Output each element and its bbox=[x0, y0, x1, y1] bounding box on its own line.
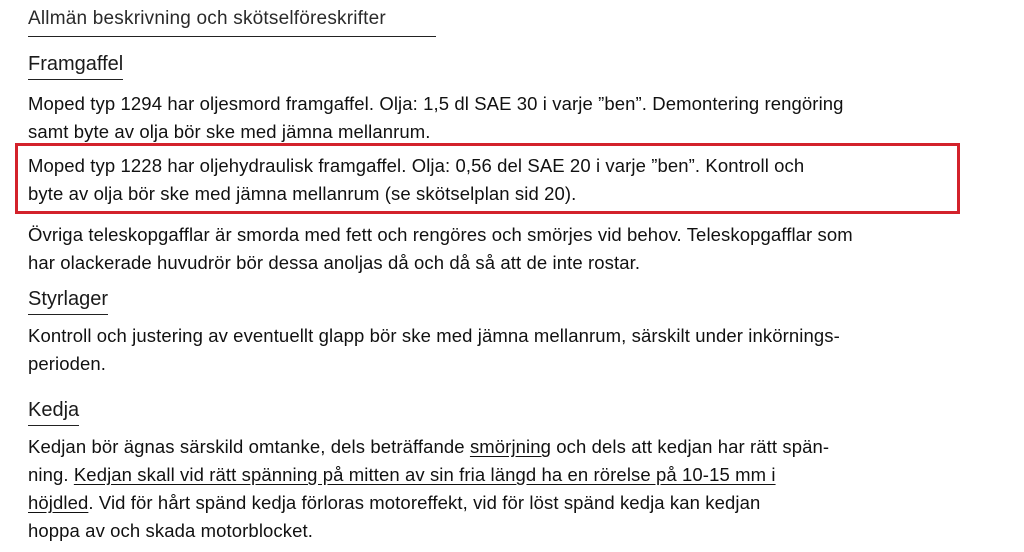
text-line: Övriga teleskopgafflar är smorda med fett och rengöres och smörjes vid behov. Teleskopgafflar som bbox=[28, 224, 853, 245]
text-line: byte av olja bör ske med jämna mellanrum (se skötselplan sid 20). bbox=[28, 183, 577, 204]
text-fragment: hoppa av och skada motorblocket. bbox=[28, 520, 313, 541]
paragraph-kedja bbox=[28, 433, 988, 545]
underlined-text: höjdled bbox=[28, 492, 89, 513]
underlined-text: smörjning bbox=[469, 436, 552, 457]
paragraph-teleskopgafflar bbox=[28, 221, 988, 277]
heading-kedja: Kedja bbox=[28, 399, 79, 426]
heading-styrlager: Styrlager bbox=[28, 288, 108, 315]
text-line: samt byte av olja bör ske med jämna mellanrum. bbox=[28, 121, 431, 142]
text-line: Moped typ 1228 har oljehydraulisk framgaffel. Olja: 0,56 del SAE 20 i varje ”ben”. Kontroll och bbox=[28, 155, 805, 176]
underlined-text: Kedjan skall vid rätt spänning på mitten av sin fria längd ha en rörelse på 10-15 mm i bbox=[73, 464, 776, 485]
text-fragment: ning. bbox=[28, 464, 74, 485]
text-line: Kontroll och justering av eventuellt glapp bör ske med jämna mellanrum, särskilt under inkörnings- bbox=[28, 325, 840, 346]
text-fragment: och dels att kedjan har rätt spän- bbox=[551, 436, 830, 457]
paragraph-framgaffel-1294 bbox=[28, 90, 988, 146]
text-line: har olackerade huvudrör bör dessa anoljas då och då så att de inte rostar. bbox=[28, 252, 641, 273]
heading-framgaffel: Framgaffel bbox=[28, 53, 123, 80]
text-line: perioden. bbox=[28, 353, 107, 374]
text-fragment: . Vid för hårt spänd kedja förloras motoreffekt, vid för löst spänd kedja kan kedjan bbox=[88, 492, 761, 513]
text-line: Moped typ 1294 har oljesmord framgaffel. Olja: 1,5 dl SAE 30 i varje ”ben”. Demontering rengöring bbox=[28, 93, 844, 114]
text-fragment: Kedjan bör ägnas särskild omtanke, dels beträffande bbox=[28, 436, 470, 457]
document-title: Allmän beskrivning och skötselföreskrifter bbox=[28, 8, 436, 37]
paragraph-framgaffel-1228 bbox=[28, 152, 988, 208]
paragraph-styrlager bbox=[28, 322, 988, 378]
